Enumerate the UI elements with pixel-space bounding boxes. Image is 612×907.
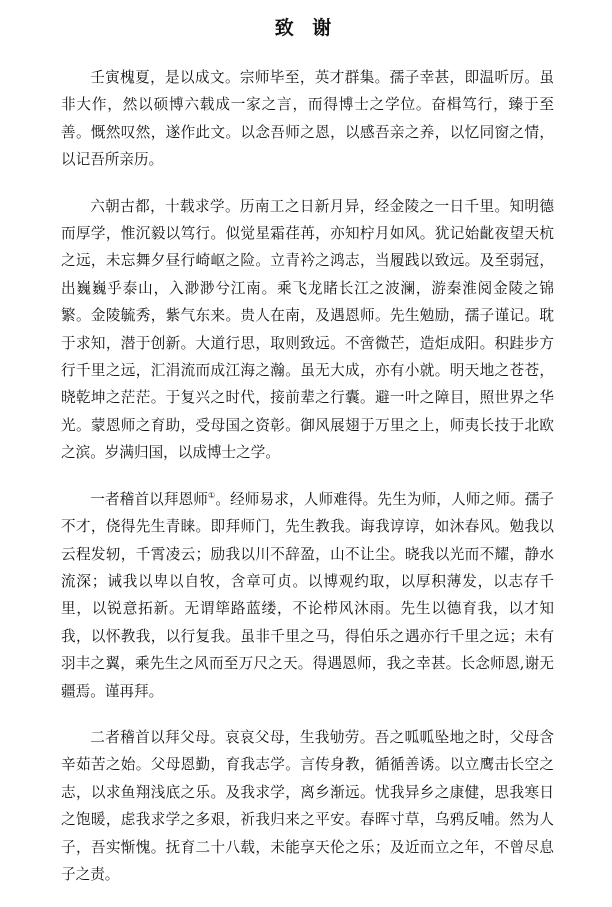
paragraph-thanks-advisor: [61, 486, 554, 705]
paragraph-text-before-footnote: 一者稽首以拜恩师: [90, 490, 209, 508]
paragraph-intro: 壬寅槐夏，是以成文。宗师毕至，英才群集。孺子幸甚，即温听厉。虽非大作，然以硕博六载成一家之言，而得博士之学位。奋楫笃行，臻于至善。慨然叹然，遂作此文。以念吾师之恩，以感吾亲之养，以忆同窗之情，以记吾所亲历。: [61, 69, 554, 169]
document-body: [61, 64, 554, 907]
page-title: 致 谢: [274, 17, 338, 39]
paragraph-thanks-parents: 二者稽首以拜父母。哀哀父母，生我劬劳。吾之呱呱坠地之时，父母含辛茹苦之始。父母恩勤，育我志学。言传身教，循循善诱。以立鹰击长空之志，以求鱼翔浅底之乐。及我求学，离乡渐远。忧我异乡之康健，思我寒日之饱暖，虑我求学之多艰，祈我归来之平安。春晖寸草，乌鸦反哺。然为人子，吾实惭愧。抚育二十八载，未能享天伦之乐；及近而立之年，不曾尽息子之责。: [61, 728, 554, 883]
footnote-marker[interactable]: ①: [208, 490, 216, 500]
paragraph-text-after-footnote: 。经师易求，人师难得。先生为师，人师之师。孺子不才，侥得先生青睐。即拜师门，先生教我。诲我谆谆，如沐春风。勉我以云程发轫，千霄凌云；励我以川不辞盈，山不让尘。晓我以光而不耀，静水流深；诫我以卑以自牧，含章可贞。以博观约取，以厚积薄发，以志存千里，以锐意拓新。无谓筚路蓝缕，不论栉风沐雨。先生以德育我，以才知我，以怀教我，以行复我。虽非千里之马，得伯乐之遇亦行千里之远；未有羽丰之翼，乘先生之风而至万尺之天。得遇恩师，我之幸甚。长念师恩,谢无疆焉。谨再拜。: [61, 490, 554, 700]
paragraph-study: 六朝古都，十载求学。历南工之日新月异，经金陵之一日千里。知明德而厚学，惟沉毅以笃行。似觉星霜荏苒，亦知柠月如风。犹记始齔夜望天杭之远，未忘舞夕昼行崎岖之险。立青衿之鸿志，当履践以致远。及至弱冠，出巍巍乎泰山，入渺渺兮江南。乘飞龙睹长江之波澜，游秦淮阅金陵之锦繁。金陵毓秀，紫气东来。贵人在南，及遇恩师。先生勉励，孺子谨记。耽于求知，潜于创新。大道行思，取则致远。不啻微芒，造炬成阳。积跬步方行千里之远，汇涓流而成江海之瀚。虽无大成，亦有小就。明天地之苍苍，晓乾坤之茫茫。于复兴之时代，接前辈之行囊。避一叶之障目，照世界之华光。蒙恩师之育助，受母国之资彰。御风展翅于万里之上，师夷长技于北欧之滨。岁满归国，以成博士之学。: [61, 197, 554, 462]
